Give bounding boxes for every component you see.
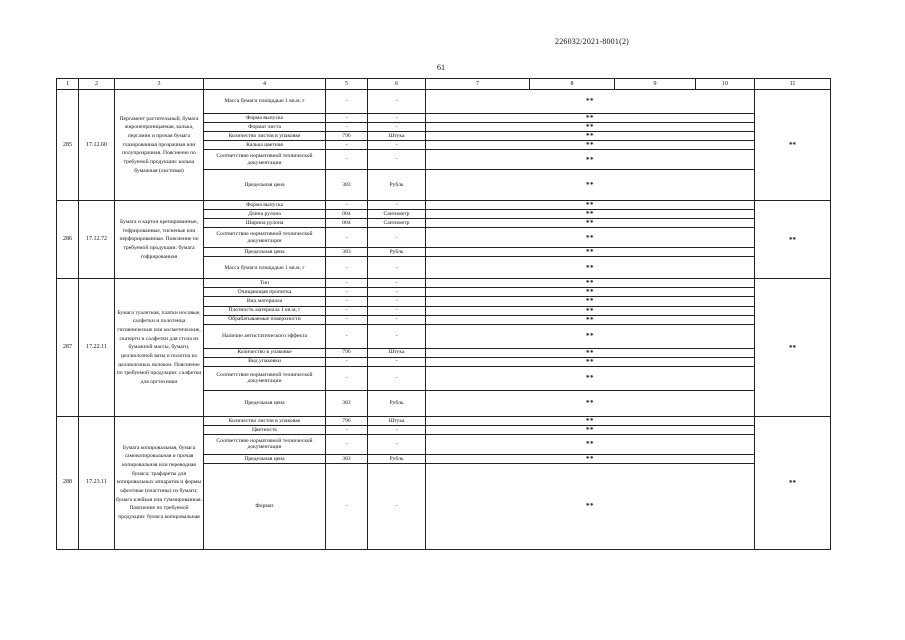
spec-unit: -	[368, 297, 426, 306]
spec-name: Предельная цена	[204, 390, 326, 416]
spec-name: Предельная цена	[204, 248, 326, 257]
spec-unit: -	[368, 288, 426, 297]
requirement-stars: **	[426, 150, 755, 170]
column-11-stars: **	[755, 90, 831, 201]
spec-name: Количество в упаковке	[204, 348, 326, 357]
spec-value: -	[326, 297, 368, 306]
spec-name: Форма выпуска	[204, 201, 326, 210]
spec-unit: Рубль	[368, 454, 426, 463]
requirement-stars: **	[426, 257, 755, 279]
spec-unit: -	[368, 150, 426, 170]
requirement-stars: **	[426, 210, 755, 219]
spec-unit: Рубль	[368, 248, 426, 257]
spec-unit: -	[368, 315, 426, 324]
spec-value: -	[326, 141, 368, 150]
column-header: 11	[755, 79, 831, 90]
column-header: 3	[115, 79, 204, 90]
table-row	[57, 90, 831, 114]
spec-value: -	[326, 123, 368, 132]
product-description: Бумага копировальная, бумага самокопировальная и прочая копировальная или переводная бумага; трафареты для копировальных аппаратов и формы офсетные (пластины) из бумаги; бумага клейкая или гуммированная. Пояснение по требуемой продукции: бумага копировальная	[115, 416, 204, 549]
spec-name: Вид материала	[204, 297, 326, 306]
column-header: 5	[326, 79, 368, 90]
spec-unit: Штука	[368, 348, 426, 357]
spec-name: Наличие антистатического эффекта	[204, 324, 326, 348]
spec-value: 796	[326, 416, 368, 425]
spec-value: 796	[326, 348, 368, 357]
spec-unit: -	[368, 228, 426, 248]
spec-unit: Рубль	[368, 170, 426, 201]
spec-unit: Штука	[368, 416, 426, 425]
requirement-stars: **	[426, 297, 755, 306]
spec-unit: -	[368, 306, 426, 315]
row-number: 287	[57, 279, 79, 416]
spec-value: -	[326, 257, 368, 279]
spec-unit: -	[368, 279, 426, 288]
requirement-stars: **	[426, 288, 755, 297]
requirement-stars: **	[426, 114, 755, 123]
spec-unit: Рубль	[368, 390, 426, 416]
spec-name: Соответствие нормативной технической документации	[204, 366, 326, 390]
spec-unit: -	[368, 90, 426, 114]
spec-name: Соответствие нормативной технической документации	[204, 150, 326, 170]
spec-value: -	[326, 90, 368, 114]
column-header: 2	[79, 79, 115, 90]
table-row	[57, 279, 831, 288]
spec-value: -	[326, 324, 368, 348]
page-number: 61	[437, 63, 445, 72]
spec-value: -	[326, 288, 368, 297]
product-description: Бумага и картон крепированные, гофрированные, тисненые или перфорированные. Пояснение по требуемой продукции: бумага гофрированная	[115, 201, 204, 279]
spec-name: Плотность материала 1 кв.м, г	[204, 306, 326, 315]
spec-value: -	[326, 463, 368, 549]
requirement-stars: **	[426, 416, 755, 425]
spec-name: Форма выпуска	[204, 114, 326, 123]
spec-value: -	[326, 228, 368, 248]
spec-unit: -	[368, 123, 426, 132]
spec-name: Цветность	[204, 425, 326, 434]
spec-name: Формат	[204, 463, 326, 549]
column-header: 9	[615, 79, 696, 90]
column-header-row	[57, 79, 831, 90]
spec-name: Масса бумаги площадью 1 кв.м, г	[204, 90, 326, 114]
spec-unit: Сантиметр	[368, 210, 426, 219]
column-header: 6	[368, 79, 426, 90]
requirement-stars: **	[426, 306, 755, 315]
requirement-stars: **	[426, 454, 755, 463]
spec-value: -	[326, 150, 368, 170]
column-header: 10	[696, 79, 755, 90]
spec-name: Соответствие нормативной технической документации	[204, 228, 326, 248]
spec-unit: -	[368, 463, 426, 549]
requirement-stars: **	[426, 170, 755, 201]
spec-value: 383	[326, 454, 368, 463]
spec-name: Ширина рулона	[204, 219, 326, 228]
spec-value: 796	[326, 132, 368, 141]
requirements-table	[56, 78, 831, 550]
spec-unit: -	[368, 114, 426, 123]
okpd-code: 17.23.11	[79, 416, 115, 549]
spec-unit: Сантиметр	[368, 219, 426, 228]
requirement-stars: **	[426, 123, 755, 132]
requirement-stars: **	[426, 228, 755, 248]
okpd-code: 17.22.11	[79, 279, 115, 416]
column-11-stars: **	[755, 279, 831, 416]
spec-value: 004	[326, 219, 368, 228]
requirement-stars: **	[426, 248, 755, 257]
column-11-stars: **	[755, 416, 831, 549]
spec-name: Вид упаковки	[204, 357, 326, 366]
spec-unit: -	[368, 425, 426, 434]
spec-name: Предельная цена	[204, 170, 326, 201]
spec-name: Тип	[204, 279, 326, 288]
spec-name: Соответствие нормативной технической документации	[204, 434, 326, 454]
okpd-code: 17.12.60	[79, 90, 115, 201]
spec-unit: -	[368, 357, 426, 366]
table-row	[57, 201, 831, 210]
column-header: 7	[426, 79, 530, 90]
spec-name: Количество листов в упаковке	[204, 416, 326, 425]
spec-unit: -	[368, 257, 426, 279]
column-header: 8	[530, 79, 615, 90]
requirement-stars: **	[426, 366, 755, 390]
requirement-stars: **	[426, 201, 755, 210]
spec-value: -	[326, 357, 368, 366]
spec-value: -	[326, 201, 368, 210]
requirement-stars: **	[426, 463, 755, 549]
spec-name: Очищающая пропитка	[204, 288, 326, 297]
row-number: 286	[57, 201, 79, 279]
spec-unit: -	[368, 201, 426, 210]
spec-value: 383	[326, 170, 368, 201]
requirement-stars: **	[426, 425, 755, 434]
table-row	[57, 416, 831, 425]
column-header: 1	[57, 79, 79, 90]
requirement-stars: **	[426, 434, 755, 454]
spec-value: -	[326, 366, 368, 390]
requirement-stars: **	[426, 219, 755, 228]
requirement-stars: **	[426, 390, 755, 416]
spec-value: 004	[326, 210, 368, 219]
spec-name: Обрабатываемые поверхности	[204, 315, 326, 324]
spec-unit: -	[368, 324, 426, 348]
spec-name: Масса бумаги площадью 1 кв.м, г	[204, 257, 326, 279]
row-number: 288	[57, 416, 79, 549]
spec-unit: Штука	[368, 132, 426, 141]
product-description: Бумага туалетная, платки носовые, салфетки и полотенца гигиенические или косметические, скатерти и салфетки для стола из бумажной массы, бумаги, целлюлозной ваты и полотна из целлюлозных волокон. Пояснение по требуемой продукции: салфетки для оргтехники	[115, 279, 204, 416]
spec-value: -	[326, 425, 368, 434]
spec-value: -	[326, 114, 368, 123]
spec-unit: -	[368, 366, 426, 390]
product-description: Пергамент растительный, бумага жиронепроницаемая, калька, пергамин и прочая бумага глазированная прозрачная или полупрозрачная. Пояснение по требуемой продукции: калька бумажная (листовая)	[115, 90, 204, 201]
spec-name: Предельная цена	[204, 454, 326, 463]
row-number: 285	[57, 90, 79, 201]
okpd-code: 17.12.72	[79, 201, 115, 279]
spec-value: -	[326, 434, 368, 454]
spec-unit: -	[368, 434, 426, 454]
requirement-stars: **	[426, 357, 755, 366]
spec-value: -	[326, 306, 368, 315]
requirement-stars: **	[426, 141, 755, 150]
requirement-stars: **	[426, 279, 755, 288]
column-header: 4	[204, 79, 326, 90]
spec-unit: -	[368, 141, 426, 150]
column-11-stars: **	[755, 201, 831, 279]
requirement-stars: **	[426, 90, 755, 114]
requirement-stars: **	[426, 132, 755, 141]
spec-name: Формат листа	[204, 123, 326, 132]
spec-value: -	[326, 315, 368, 324]
requirement-stars: **	[426, 348, 755, 357]
spec-value: 383	[326, 248, 368, 257]
spec-name: Длина рулона	[204, 210, 326, 219]
requirement-stars: **	[426, 315, 755, 324]
document-id: 226032/2021-8001(2)	[555, 37, 630, 46]
spec-value: -	[326, 279, 368, 288]
spec-name: Количество листов в упаковке	[204, 132, 326, 141]
spec-name: Калька цветная	[204, 141, 326, 150]
requirement-stars: **	[426, 324, 755, 348]
spec-value: 383	[326, 390, 368, 416]
